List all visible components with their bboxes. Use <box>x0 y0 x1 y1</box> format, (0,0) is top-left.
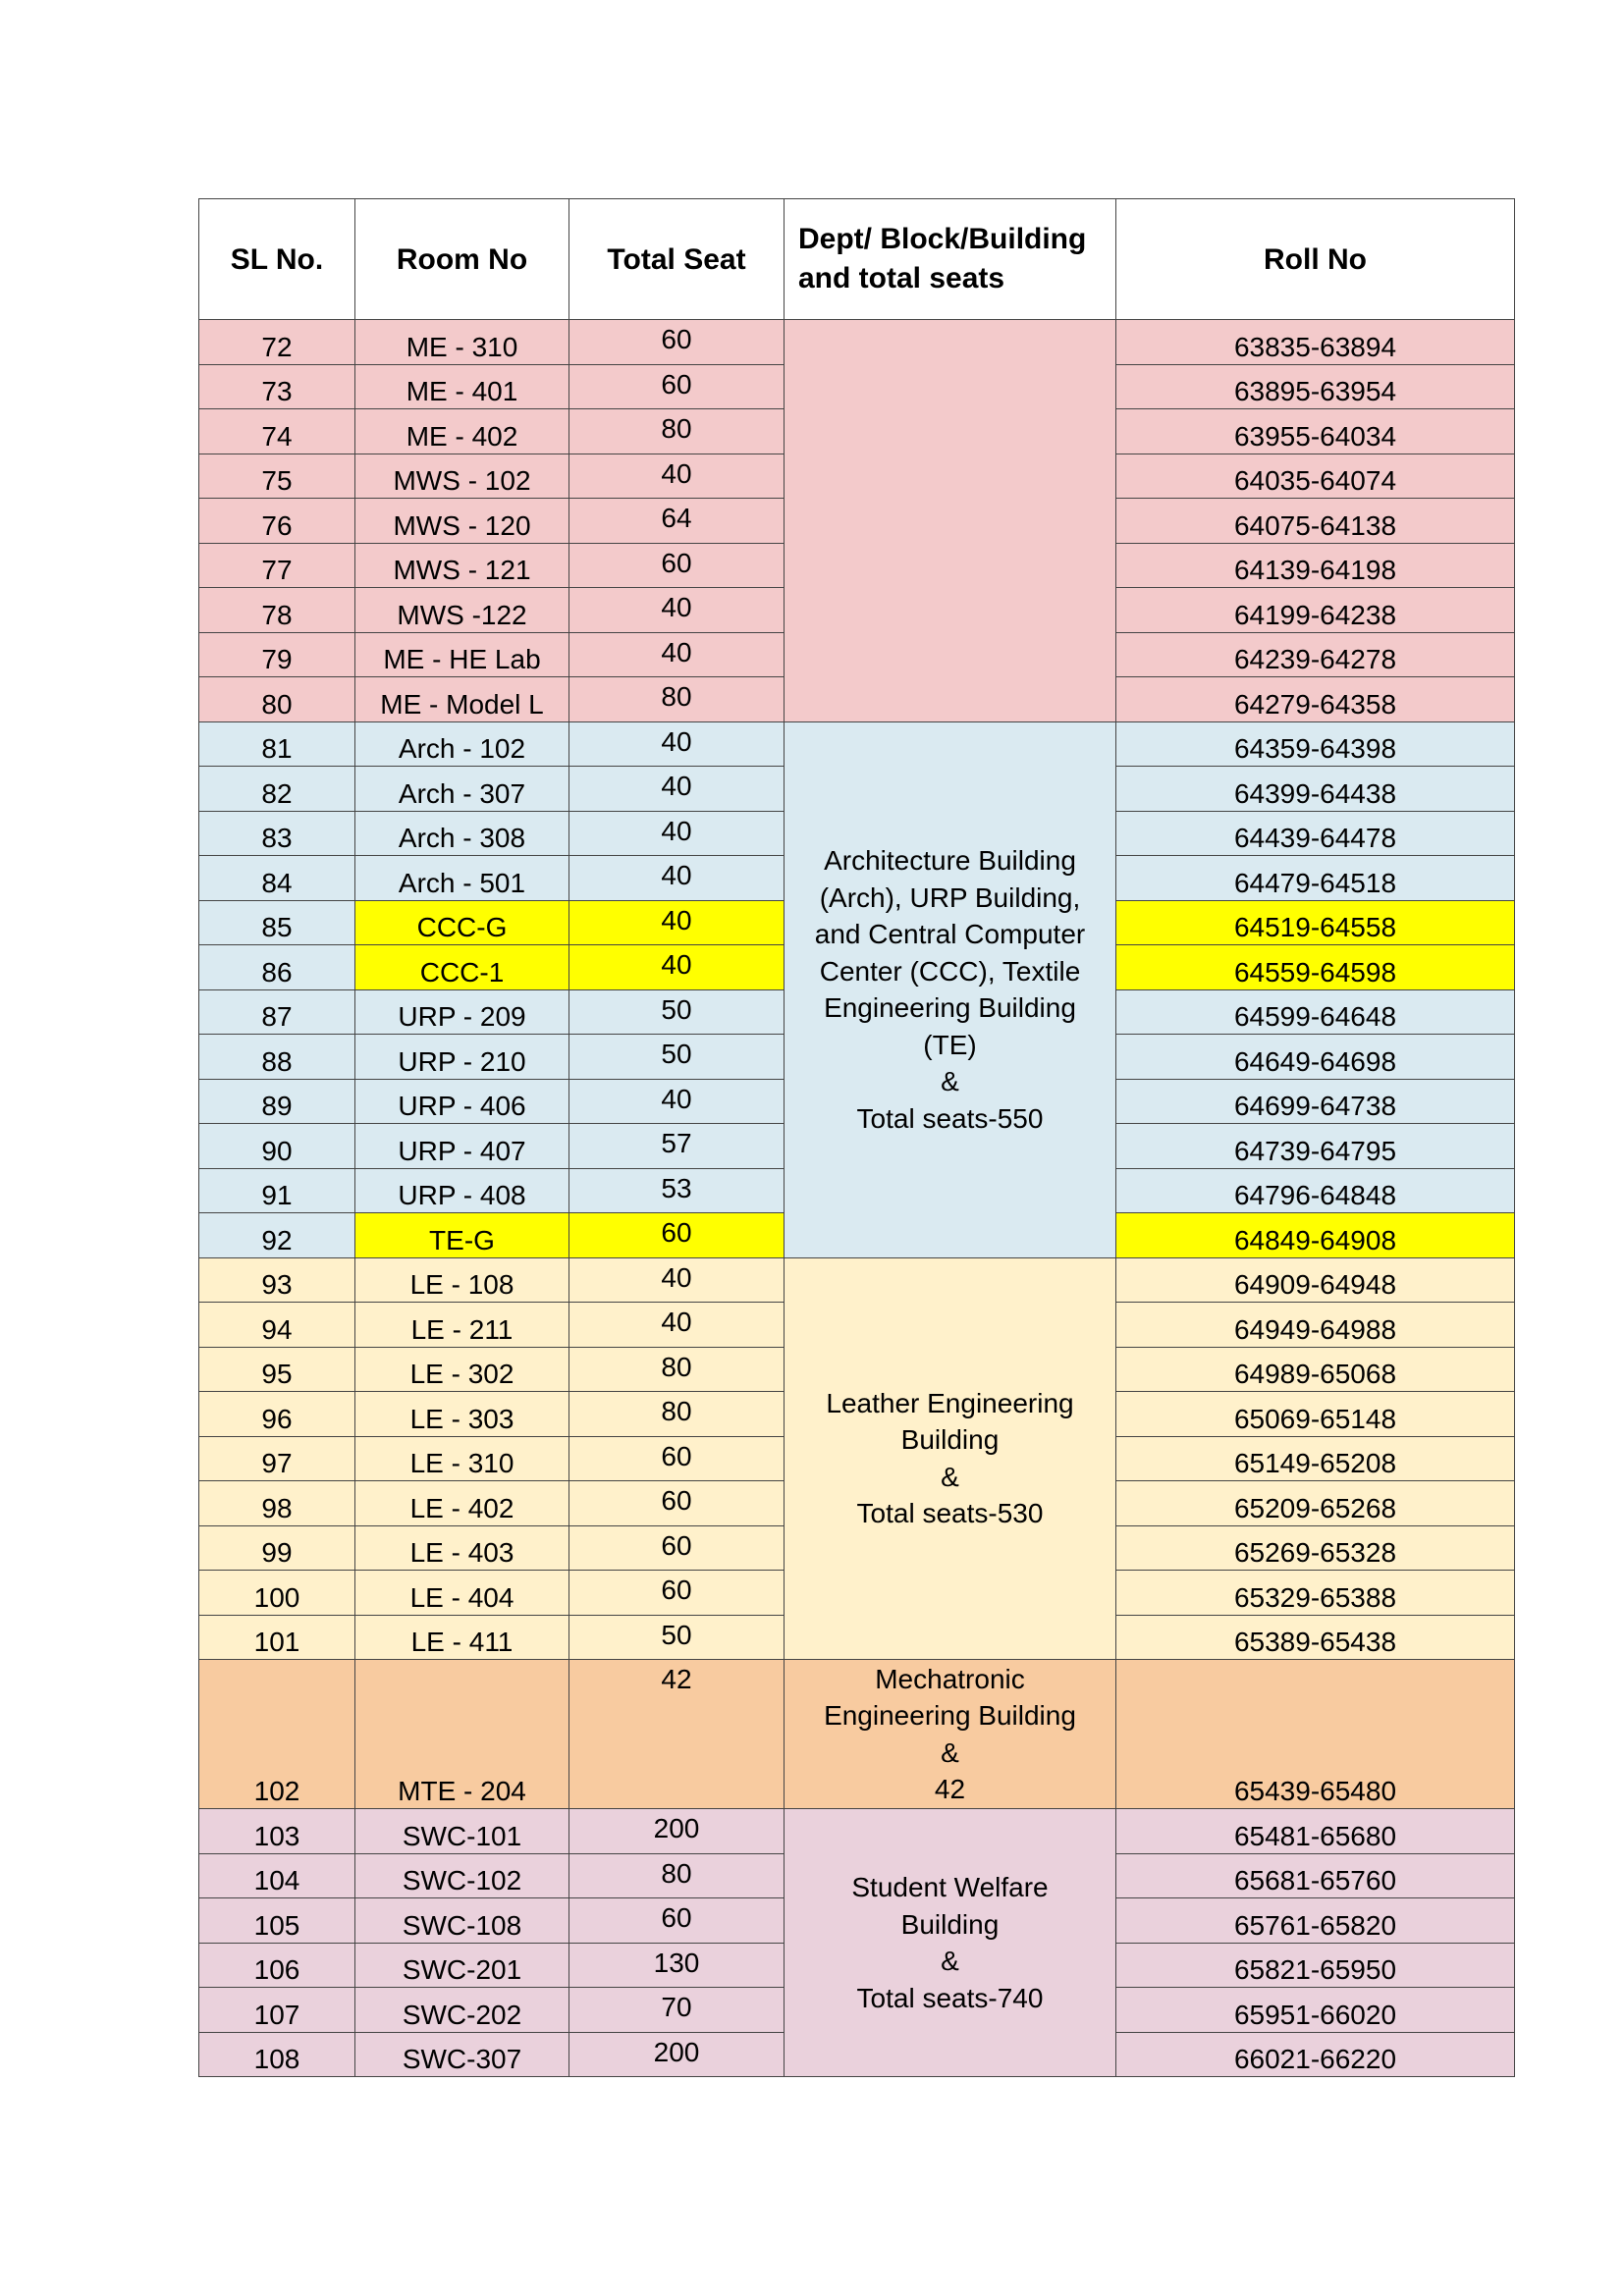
roll-no-cell: 64559-64598 <box>1116 945 1515 990</box>
total-seat-cell: 50 <box>569 1615 785 1660</box>
room-no-cell: URP - 407 <box>355 1124 569 1169</box>
room-no-cell: MTE - 204 <box>355 1660 569 1809</box>
room-no-cell: LE - 310 <box>355 1436 569 1481</box>
total-seat-cell: 200 <box>569 2032 785 2077</box>
total-seat-cell: 57 <box>569 1124 785 1169</box>
sl-no-cell: 82 <box>199 767 355 812</box>
sl-no-cell: 84 <box>199 856 355 901</box>
roll-no-cell: 64909-64948 <box>1116 1257 1515 1303</box>
sl-no-cell: 99 <box>199 1525 355 1571</box>
roll-no-cell: 64139-64198 <box>1116 543 1515 588</box>
dept-building-cell: Architecture Building (Arch), URP Building, and Central Computer Center (CCC), Textile Engineering Building (TE) & Total seats-550 <box>785 721 1116 1257</box>
room-no-cell: Arch - 307 <box>355 767 569 812</box>
room-no-cell: ME - 401 <box>355 364 569 409</box>
room-no-cell: ME - Model L <box>355 677 569 722</box>
room-no-cell: SWC-101 <box>355 1809 569 1854</box>
roll-no-cell: 65681-65760 <box>1116 1853 1515 1898</box>
total-seat-cell: 60 <box>569 543 785 588</box>
dept-building-cell <box>785 320 1116 722</box>
roll-no-cell: 64279-64358 <box>1116 677 1515 722</box>
roll-no-cell: 64519-64558 <box>1116 900 1515 945</box>
roll-no-cell: 64199-64238 <box>1116 588 1515 633</box>
room-no-cell: LE - 404 <box>355 1571 569 1616</box>
room-no-cell: SWC-307 <box>355 2032 569 2077</box>
total-seat-cell: 60 <box>569 1525 785 1571</box>
room-no-cell: Arch - 501 <box>355 856 569 901</box>
roll-no-cell: 65821-65950 <box>1116 1943 1515 1988</box>
room-no-cell: LE - 211 <box>355 1303 569 1348</box>
roll-no-cell: 65269-65328 <box>1116 1525 1515 1571</box>
dept-building-cell: Student Welfare Building & Total seats-740 <box>785 1809 1116 2077</box>
room-no-cell: LE - 402 <box>355 1481 569 1526</box>
total-seat-cell: 60 <box>569 1213 785 1258</box>
roll-no-cell: 64479-64518 <box>1116 856 1515 901</box>
room-no-cell: URP - 406 <box>355 1079 569 1124</box>
total-seat-cell: 80 <box>569 1853 785 1898</box>
roll-no-cell: 63955-64034 <box>1116 409 1515 454</box>
sl-no-cell: 106 <box>199 1943 355 1988</box>
table-row <box>199 1257 1515 1303</box>
roll-no-cell: 63835-63894 <box>1116 320 1515 365</box>
total-seat-cell: 50 <box>569 989 785 1035</box>
roll-no-cell: 64359-64398 <box>1116 721 1515 767</box>
total-seat-cell: 80 <box>569 677 785 722</box>
roll-no-cell: 64239-64278 <box>1116 632 1515 677</box>
header-sl-no: SL No. <box>199 199 355 320</box>
sl-no-cell: 72 <box>199 320 355 365</box>
room-no-cell: LE - 411 <box>355 1615 569 1660</box>
sl-no-cell: 102 <box>199 1660 355 1809</box>
roll-no-cell: 64796-64848 <box>1116 1168 1515 1213</box>
sl-no-cell: 105 <box>199 1898 355 1944</box>
sl-no-cell: 98 <box>199 1481 355 1526</box>
sl-no-cell: 92 <box>199 1213 355 1258</box>
sl-no-cell: 86 <box>199 945 355 990</box>
total-seat-cell: 40 <box>569 1257 785 1303</box>
room-no-cell: ME - 402 <box>355 409 569 454</box>
total-seat-cell: 70 <box>569 1988 785 2033</box>
roll-no-cell: 64599-64648 <box>1116 989 1515 1035</box>
sl-no-cell: 79 <box>199 632 355 677</box>
total-seat-cell: 40 <box>569 811 785 856</box>
room-no-cell: URP - 210 <box>355 1035 569 1080</box>
sl-no-cell: 108 <box>199 2032 355 2077</box>
sl-no-cell: 85 <box>199 900 355 945</box>
room-no-cell: MWS - 120 <box>355 499 569 544</box>
roll-no-cell: 65761-65820 <box>1116 1898 1515 1944</box>
roll-no-cell: 64075-64138 <box>1116 499 1515 544</box>
roll-no-cell: 64989-65068 <box>1116 1347 1515 1392</box>
sl-no-cell: 88 <box>199 1035 355 1080</box>
sl-no-cell: 93 <box>199 1257 355 1303</box>
total-seat-cell: 40 <box>569 1079 785 1124</box>
roll-no-cell: 65209-65268 <box>1116 1481 1515 1526</box>
sl-no-cell: 75 <box>199 454 355 499</box>
table-body <box>199 320 1515 2077</box>
total-seat-cell: 40 <box>569 767 785 812</box>
sl-no-cell: 101 <box>199 1615 355 1660</box>
total-seat-cell: 40 <box>569 856 785 901</box>
total-seat-cell: 40 <box>569 1303 785 1348</box>
total-seat-cell: 60 <box>569 1481 785 1526</box>
roll-no-cell: 64949-64988 <box>1116 1303 1515 1348</box>
total-seat-cell: 80 <box>569 1392 785 1437</box>
roll-no-cell: 64439-64478 <box>1116 811 1515 856</box>
room-no-cell: MWS -122 <box>355 588 569 633</box>
room-no-cell: TE-G <box>355 1213 569 1258</box>
roll-no-cell: 64699-64738 <box>1116 1079 1515 1124</box>
room-no-cell: SWC-201 <box>355 1943 569 1988</box>
total-seat-cell: 53 <box>569 1168 785 1213</box>
sl-no-cell: 104 <box>199 1853 355 1898</box>
sl-no-cell: 80 <box>199 677 355 722</box>
sl-no-cell: 78 <box>199 588 355 633</box>
roll-no-cell: 65951-66020 <box>1116 1988 1515 2033</box>
room-no-cell: MWS - 102 <box>355 454 569 499</box>
room-no-cell: LE - 403 <box>355 1525 569 1571</box>
total-seat-cell: 40 <box>569 588 785 633</box>
table-row <box>199 721 1515 767</box>
room-no-cell: SWC-108 <box>355 1898 569 1944</box>
total-seat-cell: 40 <box>569 632 785 677</box>
table-row <box>199 1660 1515 1809</box>
sl-no-cell: 87 <box>199 989 355 1035</box>
sl-no-cell: 81 <box>199 721 355 767</box>
room-no-cell: URP - 408 <box>355 1168 569 1213</box>
total-seat-cell: 64 <box>569 499 785 544</box>
total-seat-cell: 60 <box>569 320 785 365</box>
header-total-seat: Total Seat <box>569 199 785 320</box>
sl-no-cell: 74 <box>199 409 355 454</box>
roll-no-cell: 64649-64698 <box>1116 1035 1515 1080</box>
roll-no-cell: 64739-64795 <box>1116 1124 1515 1169</box>
sl-no-cell: 83 <box>199 811 355 856</box>
total-seat-cell: 200 <box>569 1809 785 1854</box>
room-no-cell: CCC-1 <box>355 945 569 990</box>
header-dept-block-building: Dept/ Block/Building and total seats <box>785 199 1116 320</box>
roll-no-cell: 65389-65438 <box>1116 1615 1515 1660</box>
total-seat-cell: 50 <box>569 1035 785 1080</box>
sl-no-cell: 76 <box>199 499 355 544</box>
room-no-cell: LE - 302 <box>355 1347 569 1392</box>
sl-no-cell: 95 <box>199 1347 355 1392</box>
total-seat-cell: 80 <box>569 1347 785 1392</box>
room-no-cell: ME - HE Lab <box>355 632 569 677</box>
total-seat-cell: 80 <box>569 409 785 454</box>
total-seat-cell: 60 <box>569 1436 785 1481</box>
table-row <box>199 320 1515 365</box>
sl-no-cell: 77 <box>199 543 355 588</box>
room-no-cell: Arch - 102 <box>355 721 569 767</box>
sl-no-cell: 96 <box>199 1392 355 1437</box>
room-no-cell: LE - 303 <box>355 1392 569 1437</box>
sl-no-cell: 107 <box>199 1988 355 2033</box>
table-header-row <box>199 199 1515 320</box>
room-no-cell: CCC-G <box>355 900 569 945</box>
room-no-cell: URP - 209 <box>355 989 569 1035</box>
sl-no-cell: 100 <box>199 1571 355 1616</box>
sl-no-cell: 89 <box>199 1079 355 1124</box>
total-seat-cell: 40 <box>569 454 785 499</box>
total-seat-cell: 60 <box>569 364 785 409</box>
sl-no-cell: 94 <box>199 1303 355 1348</box>
roll-no-cell: 65439-65480 <box>1116 1660 1515 1809</box>
total-seat-cell: 60 <box>569 1571 785 1616</box>
roll-no-cell: 66021-66220 <box>1116 2032 1515 2077</box>
dept-building-cell: Leather Engineering Building & Total seats-530 <box>785 1257 1116 1660</box>
room-no-cell: LE - 108 <box>355 1257 569 1303</box>
dept-building-cell: Mechatronic Engineering Building & 42 <box>785 1660 1116 1809</box>
roll-no-cell: 65069-65148 <box>1116 1392 1515 1437</box>
room-no-cell: SWC-102 <box>355 1853 569 1898</box>
header-room-no: Room No <box>355 199 569 320</box>
sl-no-cell: 97 <box>199 1436 355 1481</box>
roll-no-cell: 65149-65208 <box>1116 1436 1515 1481</box>
sl-no-cell: 91 <box>199 1168 355 1213</box>
total-seat-cell: 40 <box>569 721 785 767</box>
roll-no-cell: 65481-65680 <box>1116 1809 1515 1854</box>
sl-no-cell: 90 <box>199 1124 355 1169</box>
sl-no-cell: 73 <box>199 364 355 409</box>
roll-no-cell: 64399-64438 <box>1116 767 1515 812</box>
total-seat-cell: 130 <box>569 1943 785 1988</box>
table-row <box>199 1809 1515 1854</box>
room-no-cell: ME - 310 <box>355 320 569 365</box>
total-seat-cell: 40 <box>569 900 785 945</box>
header-roll-no: Roll No <box>1116 199 1515 320</box>
total-seat-cell: 42 <box>569 1660 785 1809</box>
roll-no-cell: 64849-64908 <box>1116 1213 1515 1258</box>
total-seat-cell: 40 <box>569 945 785 990</box>
roll-no-cell: 63895-63954 <box>1116 364 1515 409</box>
roll-no-cell: 65329-65388 <box>1116 1571 1515 1616</box>
room-no-cell: Arch - 308 <box>355 811 569 856</box>
roll-no-cell: 64035-64074 <box>1116 454 1515 499</box>
total-seat-cell: 60 <box>569 1898 785 1944</box>
room-no-cell: MWS - 121 <box>355 543 569 588</box>
room-no-cell: SWC-202 <box>355 1988 569 2033</box>
seat-allocation-table <box>198 198 1515 2077</box>
sl-no-cell: 103 <box>199 1809 355 1854</box>
